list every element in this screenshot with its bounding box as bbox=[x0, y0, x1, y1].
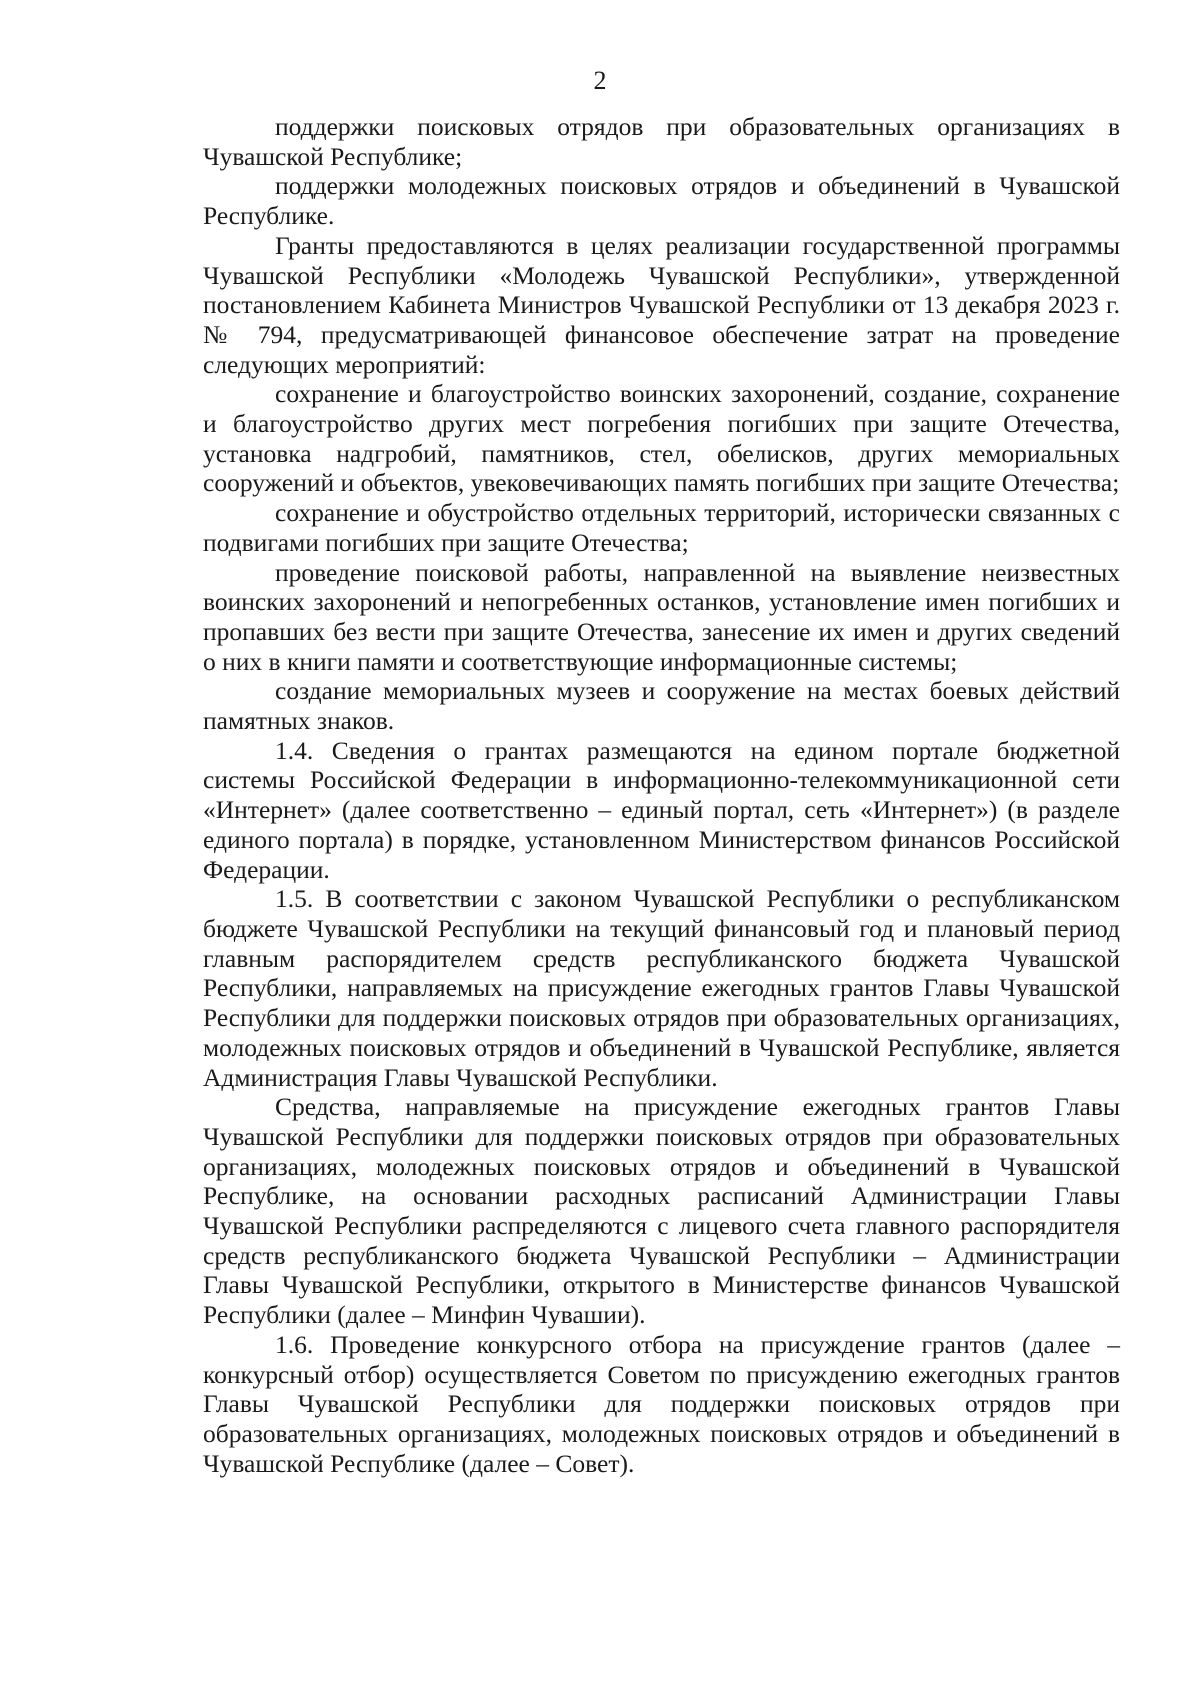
page-number: 2 bbox=[593, 66, 607, 95]
paragraph-support-youth-units: поддержки молодежных поисковых отрядов и объединений в Чувашской Республике. bbox=[203, 171, 1120, 231]
document-body bbox=[203, 112, 1120, 1478]
paragraph-support-school-units: поддержки поисковых отрядов при образовательных организациях в Чувашской Республике; bbox=[203, 112, 1120, 171]
paragraph-section-1-5: 1.5. В соответствии с законом Чувашской Республики о республиканском бюджете Чувашской Республики на текущий финансовый год и плановый период главным распорядителем средств республиканского бюджета Чувашской Республики, направляемых на присуждение ежегодных грантов Главы Чувашской Республики для поддержки поисковых отрядов при образовательных организациях, молодежных поисковых отрядов и объединений в Чувашской Республике, является Администрация Главы Чувашской Республики. bbox=[203, 884, 1120, 1092]
paragraph-burial-maintenance: сохранение и благоустройство воинских захоронений, создание, сохранение и благоустройство других мест погребения погибших при защите Отечества, установка надгробий, памятников, стел, обелисков, других мемориальных сооружений и объектов, увековечивающих память погибших при защите Отечества; bbox=[203, 379, 1120, 498]
paragraph-search-work: проведение поисковой работы, направленной на выявление неизвестных воинских захоронений и непогребенных останков, установление имен погибших и пропавших без вести при защите Отечества, занесение их имен и других сведений о них в книги памяти и соответствующие информационные системы; bbox=[203, 557, 1120, 676]
paragraph-territories: сохранение и обустройство отдельных территорий, исторически связанных с подвигами погибших при защите Отечества; bbox=[203, 498, 1120, 557]
paragraph-section-1-4: 1.4. Сведения о грантах размещаются на едином портале бюджетной системы Российской Федерации в информационно-телекоммуникационной сети «Интернет» (далее соответственно – единый портал, сеть «Интернет») (в разделе единого портала) в порядке, установленном Министерством финансов Российской Федерации. bbox=[203, 735, 1120, 884]
paragraph-grants-purpose: Гранты предоставляются в целях реализации государственной программы Чувашской Республики «Молодежь Чувашской Республики», утвержденной постановлением Кабинета Министров Чувашской Республики от 13 декабря 2023 г. № 794, предусматривающей финансовое обеспечение затрат на проведение следующих мероприятий: bbox=[203, 230, 1120, 379]
paragraph-section-1-6: 1.6. Проведение конкурсного отбора на присуждение грантов (далее – конкурсный отбор) осуществляется Советом по присуждению ежегодных грантов Главы Чувашской Республики для поддержки поисковых отрядов при образовательных организациях, молодежных поисковых отрядов и объединений в Чувашской Республике (далее – Совет). bbox=[203, 1329, 1120, 1478]
paragraph-memorial-museums: создание мемориальных музеев и сооружение на местах боевых действий памятных знаков. bbox=[203, 676, 1120, 736]
paragraph-funds-distribution: Средства, направляемые на присуждение ежегодных грантов Главы Чувашской Республики для поддержки поисковых отрядов при образовательных организациях, молодежных поисковых отрядов и объединений в Чувашской Республике, на основании расходных расписаний Администрации Главы Чувашской Республики распределяются с лицевого счета главного распорядителя средств республиканского бюджета Чувашской Республики – Администрации Главы Чувашской Республики, открытого в Министерстве финансов Чувашской Республики (далее – Минфин Чувашии). bbox=[203, 1092, 1120, 1330]
